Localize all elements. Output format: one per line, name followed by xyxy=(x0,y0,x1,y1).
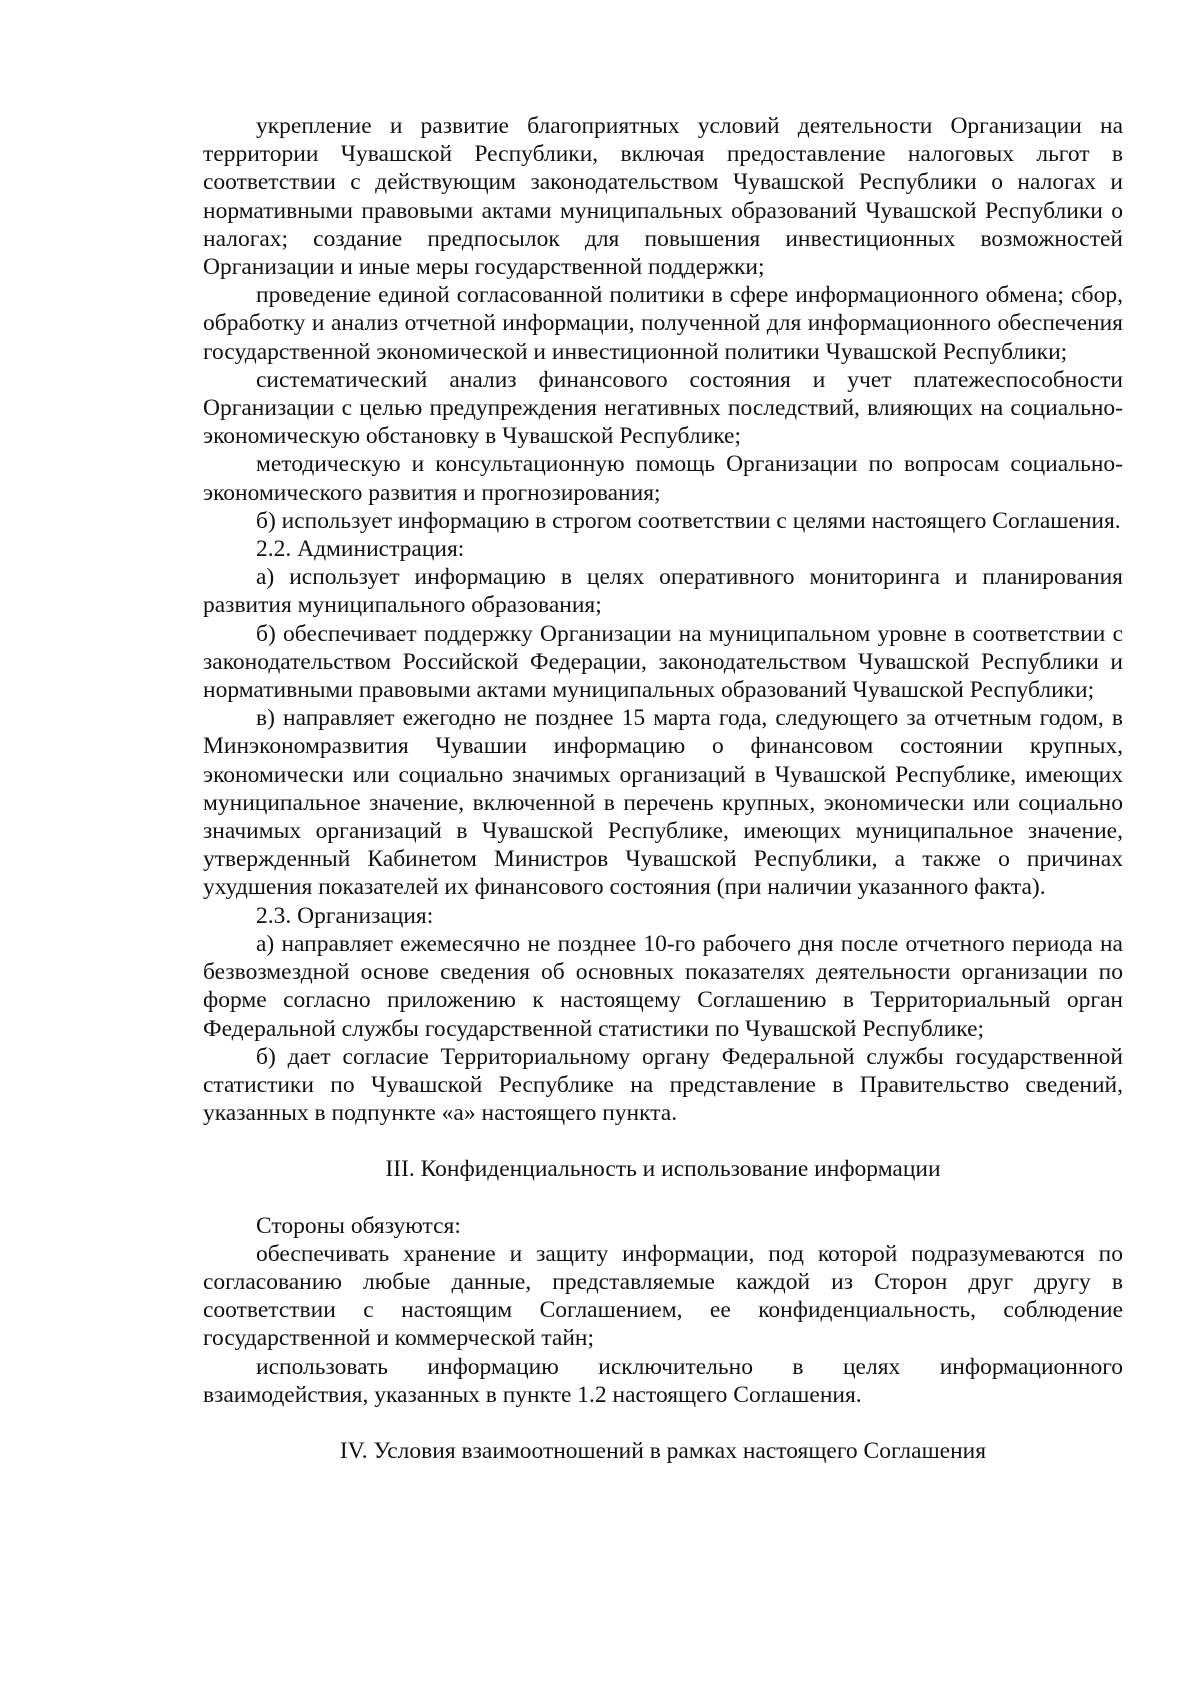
section-heading-3: III. Конфиденциальность и использование информации xyxy=(385,1156,941,1183)
paragraph: методическую и консультационную помощь Организации по вопросам социально-экономического развития и прогнозирования; xyxy=(203,451,1123,506)
paragraph: в) направляет ежегодно не позднее 15 марта года, следующего за отчетным годом, в Минэкономразвития Чувашии информацию о финансовом состоянии крупных, экономически или социально значимых организаций в Чувашской Республике, имеющих муниципальное значение, включенной в перечень крупных, экономически или социально значимых организаций в Чувашской Республике, имеющих муниципальное значение, утвержденный Кабинетом Министров Чувашской Республики, а также о причинах ухудшения показателей их финансового состояния (при наличии указанного факта). xyxy=(203,705,1123,901)
paragraph: обеспечивать хранение и защиту информации, под которой подразумеваются по согласованию любые данные, представляемые каждой из Сторон друг другу в соответствии с настоящим Соглашением, ее конфиденциальность, соблюдение государственной и коммерческой тайн; xyxy=(203,1240,1123,1352)
paragraph: а) направляет ежемесячно не позднее 10-го рабочего дня после отчетного периода на безвозмездной основе сведения об основных показателях деятельности организации по форме согласно приложению к настоящему Соглашению в Территориальный орган Федеральной службы государственной статистики по Чувашской Республике; xyxy=(203,930,1123,1042)
spacer xyxy=(203,1409,1123,1437)
spacer xyxy=(203,1184,1123,1212)
paragraph: б) использует информацию в строгом соответствии с целями настоящего Соглашения. xyxy=(256,507,1121,534)
document-page xyxy=(203,112,1123,1465)
paragraph: использовать информацию исключительно в целях информационного взаимодействия, указанных в пункте 1.2 настоящего Соглашения. xyxy=(203,1353,1123,1408)
paragraph: проведение единой согласованной политики в сфере информационного обмена; сбор, обработку и анализ отчетной информации, полученной для информационного обеспечения государственной экономической и инвестиционной политики Чувашской Республики; xyxy=(203,282,1123,365)
paragraph: укрепление и развитие благоприятных условий деятельности Организации на территории Чувашской Республики, включая предоставление налоговых льгот в соответствии с действующим законодательством Чувашской Республики о налогах и нормативными правовыми актами муниципальных образований Чувашской Республики о налогах; создание предпосылок для повышения инвестиционных возможностей Организации и иные меры государственной поддержки; xyxy=(203,113,1123,281)
clause-heading-2-3: 2.3. Организация: xyxy=(256,902,434,929)
clause-heading-2-2: 2.2. Администрация: xyxy=(256,536,465,563)
spacer xyxy=(203,1127,1123,1155)
paragraph: б) обеспечивает поддержку Организации на муниципальном уровне в соответствии с законодательством Российской Федерации, законодательством Чувашской Республики и нормативными правовыми актами муниципальных образований Чувашской Республики; xyxy=(203,620,1123,704)
paragraph: Стороны обязуются: xyxy=(256,1212,461,1239)
paragraph: а) использует информацию в целях оперативного мониторинга и планирования развития муниципального образования; xyxy=(203,564,1123,619)
paragraph: систематический анализ финансового состояния и учет платежеспособности Организации с целью предупреждения негативных последствий, влияющих на социально-экономическую обстановку в Чувашской Республике; xyxy=(203,366,1123,450)
paragraph: б) дает согласие Территориальному органу Федеральной службы государственной статистики по Чувашской Республике на представление в Правительство сведений, указанных в подпункте «а» настоящего пункта. xyxy=(203,1043,1123,1127)
section-heading-4: IV. Условия взаимоотношений в рамках настоящего Соглашения xyxy=(339,1437,987,1464)
